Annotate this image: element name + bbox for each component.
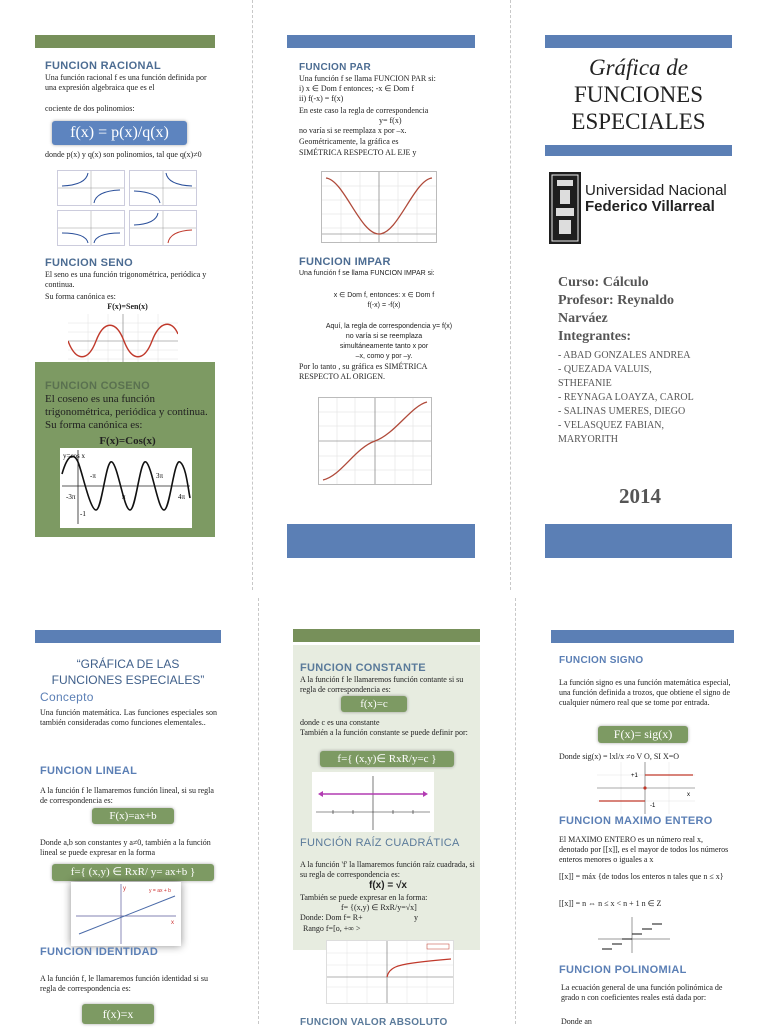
university-name-line: Federico Villarreal xyxy=(585,198,715,215)
header-bar xyxy=(293,629,480,642)
signo-graph xyxy=(597,762,695,814)
par-title: FUNCION PAR xyxy=(299,62,372,73)
polinomial-text: La ecuación general de una función polinómica de grado n con coeficientes reales está dada por: xyxy=(561,983,723,1002)
svg-text:4π: 4π xyxy=(178,493,186,501)
year: 2014 xyxy=(619,484,661,508)
par-text: ii) f(-x) = f(x) xyxy=(299,94,344,103)
raiz-text: f= {(x,y) ∈ RxR/y=√x] xyxy=(341,903,417,912)
fold-line xyxy=(515,598,516,1024)
svg-text:-π: -π xyxy=(90,472,96,480)
svg-text:-1: -1 xyxy=(80,510,86,518)
lineal-graph-label: y = ax + b xyxy=(149,888,171,894)
racional-title: FUNCION RACIONAL xyxy=(45,60,162,72)
raiz-text: A la función 'f' la llamaremos función raíz cuadrada, si su regla de correspondencia es: xyxy=(300,860,475,879)
coseno-text: El coseno es una función trigonométrica, periódica y continua. Su forma canónica es: xyxy=(45,393,208,431)
svg-text:x: x xyxy=(687,792,690,798)
signo-text: Donde sig(x) = lxl/x ≠o V O, SI X=O xyxy=(559,752,680,761)
header-bar xyxy=(545,35,732,48)
racional-text: cociente de dos polinomios: xyxy=(45,104,135,113)
cover-title xyxy=(545,54,732,135)
racional-graph xyxy=(129,170,197,206)
impar-text: simultáneamente tanto x por xyxy=(339,343,429,350)
impar-text: Aquí, la regla de correspondencia y= f(x) xyxy=(325,323,453,330)
constante-text: donde c es una constante xyxy=(300,718,380,727)
par-text: En este caso la regla de correspondencia xyxy=(299,106,429,115)
impar-title: FUNCION IMPAR xyxy=(299,256,391,268)
lineal-formula: f={ (x,y) ∈ RxR/ y= ax+b } xyxy=(52,864,214,881)
impar-text: f(-x) = -f(x) xyxy=(367,302,401,309)
signo-formula: F(x)= sig(x) xyxy=(598,726,688,743)
lineal-text: A la función f le llamaremos función lineal, si su regla de correspondencia es: xyxy=(40,786,214,805)
divider-bar xyxy=(545,145,732,156)
members-list xyxy=(558,349,728,447)
par-text: Una función f se llama FUNCION PAR si: xyxy=(299,74,436,83)
constante-text: También a la función constante se puede definir por: xyxy=(300,728,468,737)
cover-title-line: Gráfica de xyxy=(588,55,688,80)
raiz-title: FUNCIÓN RAÍZ CUADRÁTICA xyxy=(300,837,460,849)
integrantes-label: Integrantes: xyxy=(558,329,632,344)
identidad-formula: f(x)=x xyxy=(82,1004,154,1024)
impar-text: x ∈ Dom f, entonces: x ∈ Dom f xyxy=(333,292,435,299)
cos-graph-label: y=cos x xyxy=(63,452,86,460)
par-graph xyxy=(321,171,437,243)
seno-text: Su forma canónica es: xyxy=(45,292,116,301)
university-name xyxy=(585,183,727,215)
racional-graph xyxy=(57,210,125,246)
fold-line xyxy=(510,0,511,590)
concepto-title: Concepto xyxy=(40,690,94,704)
raiz-text: También se puede expresar en la forma: xyxy=(300,893,428,902)
lineal-formula: F(x)=ax+b xyxy=(92,808,174,824)
cover-title-line: FUNCIONES xyxy=(573,82,704,107)
par-text: y= f(x) xyxy=(379,116,402,125)
constante-formula: f(x)=c xyxy=(341,696,407,712)
constante-title: FUNCION CONSTANTE xyxy=(300,662,426,674)
racional-formula: f(x) = p(x)/q(x) xyxy=(52,121,187,145)
fold-line xyxy=(252,0,253,590)
header-bar xyxy=(35,35,215,48)
par-text: i) x ∈ Dom f entonces; -x ∈ Dom f xyxy=(299,84,415,93)
maximo-title: FUNCION MAXIMO ENTERO xyxy=(559,815,713,827)
svg-text:-1: -1 xyxy=(650,803,656,809)
lineal-text: Donde a,b son constantes y a≠0, también a la función lineal se puede expresar en la forma xyxy=(40,838,211,857)
signo-title: FUNCION SIGNO xyxy=(559,655,644,666)
header-bar xyxy=(287,35,475,48)
svg-text:-3π: -3π xyxy=(66,493,76,501)
profesor: Narváez xyxy=(558,311,608,326)
member: MARYORITH xyxy=(558,434,619,445)
header-bar xyxy=(551,630,734,643)
impar-text: –x, como y por –y. xyxy=(355,353,413,360)
polinomial-text: Donde an xyxy=(561,1017,592,1026)
maximo-text: [[x]] = n ⇔ n ≤ x < n + 1 n ∈ Z xyxy=(559,899,662,908)
seno-text: El seno es una función trigonométrica, periódica y continua. xyxy=(45,270,207,289)
main-title xyxy=(35,656,221,688)
maximo-graph xyxy=(596,915,672,955)
racional-text: donde p(x) y q(x) son polinomios, tal que q(x)≠0 xyxy=(45,150,202,159)
svg-text:+1: +1 xyxy=(631,773,638,779)
svg-text:x: x xyxy=(171,920,174,926)
member: - REYNAGA LOAYZA, CAROL xyxy=(558,392,694,403)
raiz-text: Donde: Dom f= R+ xyxy=(300,913,363,922)
par-text: no varía si se reemplaza x por –x. xyxy=(299,126,407,135)
racional-graph xyxy=(129,210,197,246)
member: - QUEZADA VALUIS, xyxy=(558,364,652,375)
maximo-text: [[x]] = máx {de todos los enteros n tales que n ≤ x} xyxy=(559,872,724,881)
footer-bar xyxy=(545,524,732,558)
absoluto-title: FUNCION VALOR ABSOLUTO xyxy=(300,1017,448,1028)
footer-bar xyxy=(287,524,475,558)
seno-title: FUNCION SENO xyxy=(45,257,133,269)
member: - SALINAS UMERES, DIEGO xyxy=(558,406,686,417)
raiz-text: y xyxy=(414,913,418,922)
racional-graph xyxy=(57,170,125,206)
lineal-graph xyxy=(71,882,181,946)
impar-text: no varía si se reemplaza xyxy=(345,333,423,340)
coseno-formula: F(x)=Cos(x) xyxy=(99,435,156,447)
cover-title-line: ESPECIALES xyxy=(571,109,706,134)
raiz-text: Rango f=[o, +∞ > xyxy=(303,924,361,933)
seno-graph xyxy=(68,314,178,368)
identidad-text: A la función f, le llamaremos función identidad si su regla de correspondencia es: xyxy=(40,974,208,993)
coseno-title: FUNCION COSENO xyxy=(45,380,151,392)
main-title-line: FUNCIONES ESPECIALES” xyxy=(51,673,205,687)
impar-graph xyxy=(318,397,432,485)
par-text: SIMÉTRICA RESPECTO AL EJE y xyxy=(299,148,417,157)
header-bar xyxy=(35,630,221,643)
svg-text:3π: 3π xyxy=(156,472,164,480)
impar-text: Por lo tanto , su gráfica es SIMÉTRICA xyxy=(299,362,428,371)
university-logo xyxy=(549,172,581,244)
constante-graph xyxy=(312,772,434,832)
impar-text: Una función f se llama FUNCION IMPAR si: xyxy=(299,270,435,277)
svg-text:y: y xyxy=(123,886,126,892)
cover-info xyxy=(558,274,728,346)
concepto-text: Una función matemática. Las funciones especiales son también consideradas como funciones elementales.. xyxy=(40,708,217,727)
lineal-title: FUNCION LINEAL xyxy=(40,765,138,777)
member: - ABAD GONZALES ANDREA xyxy=(558,350,691,361)
profesor: Profesor: Reynaldo xyxy=(558,293,674,308)
raiz-graph xyxy=(326,940,454,1004)
identidad-title: FUNCION IDENTIDAD xyxy=(40,946,159,958)
university-name-line: Universidad Nacional xyxy=(585,182,727,199)
member: - VELASQUEZ FABIAN, xyxy=(558,420,665,431)
fold-line xyxy=(258,598,259,1024)
constante-text: A la función f le llamaremos función contante si su regla de correspondencia es: xyxy=(300,675,464,694)
member: STHEFANIE xyxy=(558,378,612,389)
svg-text:π: π xyxy=(122,493,126,501)
curso: Curso: Cálculo xyxy=(558,275,649,290)
coseno-graph xyxy=(60,448,192,528)
seno-formula: F(x)=Sen(x) xyxy=(107,302,148,311)
impar-text: RESPECTO AL ORIGEN. xyxy=(299,372,386,381)
main-title-line: “GRÁFICA DE LAS xyxy=(76,657,180,671)
polinomial-title: FUNCION POLINOMIAL xyxy=(559,964,687,976)
raiz-formula: f(x) = √x xyxy=(369,880,407,891)
par-text: Geométricamente, la gráfica es xyxy=(299,137,399,146)
maximo-text: El MAXIMO ENTERO es un número real x, denotado por [[x]], es el mayor de todos los números enteros menores o iguales a x xyxy=(559,835,729,864)
constante-formula: f={ (x,y)∈ RxR/y=c } xyxy=(320,751,454,767)
racional-text: Una función racional f es una función definida por una expresión algebraica que es el xyxy=(45,73,207,92)
signo-text: La función signo es una función matemática especial, una función definida a trozos, que obtiene el signo de cualquier número real que se tome por entrada. xyxy=(559,678,731,707)
